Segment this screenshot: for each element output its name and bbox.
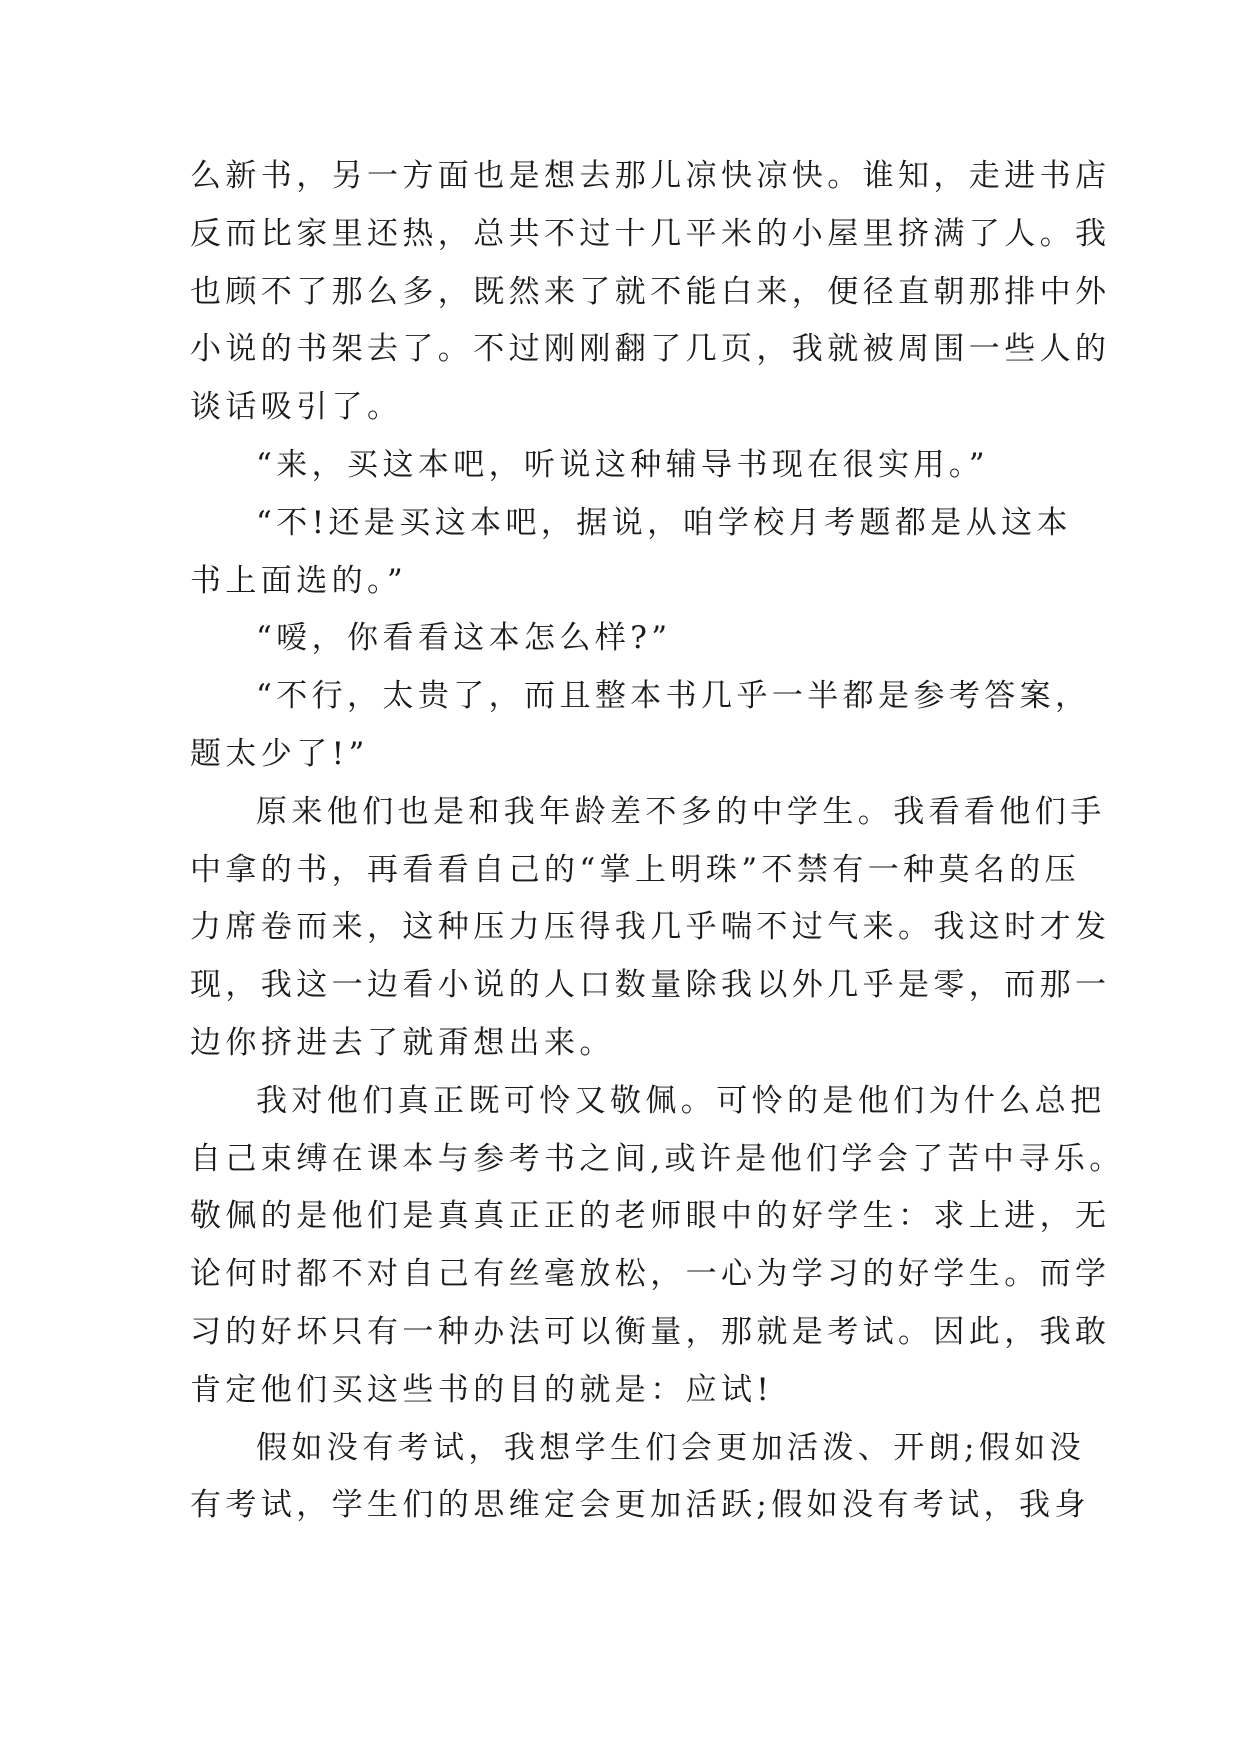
text-line: 题太少了!” — [190, 735, 369, 772]
text-line: 习的好坏只有一种办法可以衡量，那就是考试。因此，我敢 — [190, 1313, 1111, 1350]
body-text — [190, 148, 1125, 1535]
text-line: 也顾不了那么多，既然来了就不能白来，便径直朝那排中外 — [190, 273, 1111, 310]
text-line: 谈话吸引了。 — [190, 389, 403, 426]
text-line: 原来他们也是和我年龄差不多的中学生。我看看他们手 — [256, 793, 1106, 830]
text-line: 边你挤进去了就甭想出来。 — [190, 1024, 615, 1061]
text-line: 么新书，另一方面也是想去那儿凉快凉快。谁知，走进书店 — [190, 158, 1111, 194]
text-line: “不行，太贵了，而且整本书几乎一半都是参考答案， — [256, 678, 1091, 715]
text-line: 力席卷而来，这种压力压得我几乎喘不过气来。我这时才发 — [190, 909, 1111, 946]
text-line: 肯定他们买这些书的目的就是：应试! — [190, 1371, 774, 1408]
text-line: 有考试，学生们的思维定会更加活跃;假如没有考试，我身 — [190, 1487, 1090, 1524]
text-line: “不!还是买这本吧，据说，咱学校月考题都是从这本 — [256, 504, 1072, 541]
text-line: 假如没有考试，我想学生们会更加活泼、开朗;假如没 — [256, 1429, 1086, 1466]
text-line: 现，我这一边看小说的人口数量除我以外几乎是零，而那一 — [190, 967, 1111, 1004]
text-line: 书上面选的。” — [190, 562, 408, 599]
text-line: 自己束缚在课本与参考书之间,或许是他们学会了苦中寻乐。 — [190, 1140, 1125, 1177]
text-line: 中拿的书，再看看自己的“掌上明珠”不禁有一种莫名的压 — [190, 851, 1081, 888]
text-line: 论何时都不对自己有丝毫放松，一心为学习的好学生。而学 — [190, 1256, 1111, 1293]
text-line: 反而比家里还热，总共不过十几平米的小屋里挤满了人。我 — [190, 215, 1111, 252]
text-line: “嗳，你看看这本怎么样?” — [256, 620, 672, 657]
text-line: 我对他们真正既可怜又敬佩。可怜的是他们为什么总把 — [256, 1082, 1106, 1119]
text-line: 敬佩的是他们是真真正正的老师眼中的好学生：求上进，无 — [190, 1198, 1111, 1235]
text-line: 小说的书架去了。不过刚刚翻了几页，我就被周围一些人的 — [190, 331, 1111, 368]
text-line: “来，买这本吧，听说这种辅导书现在很实用。” — [256, 446, 989, 483]
